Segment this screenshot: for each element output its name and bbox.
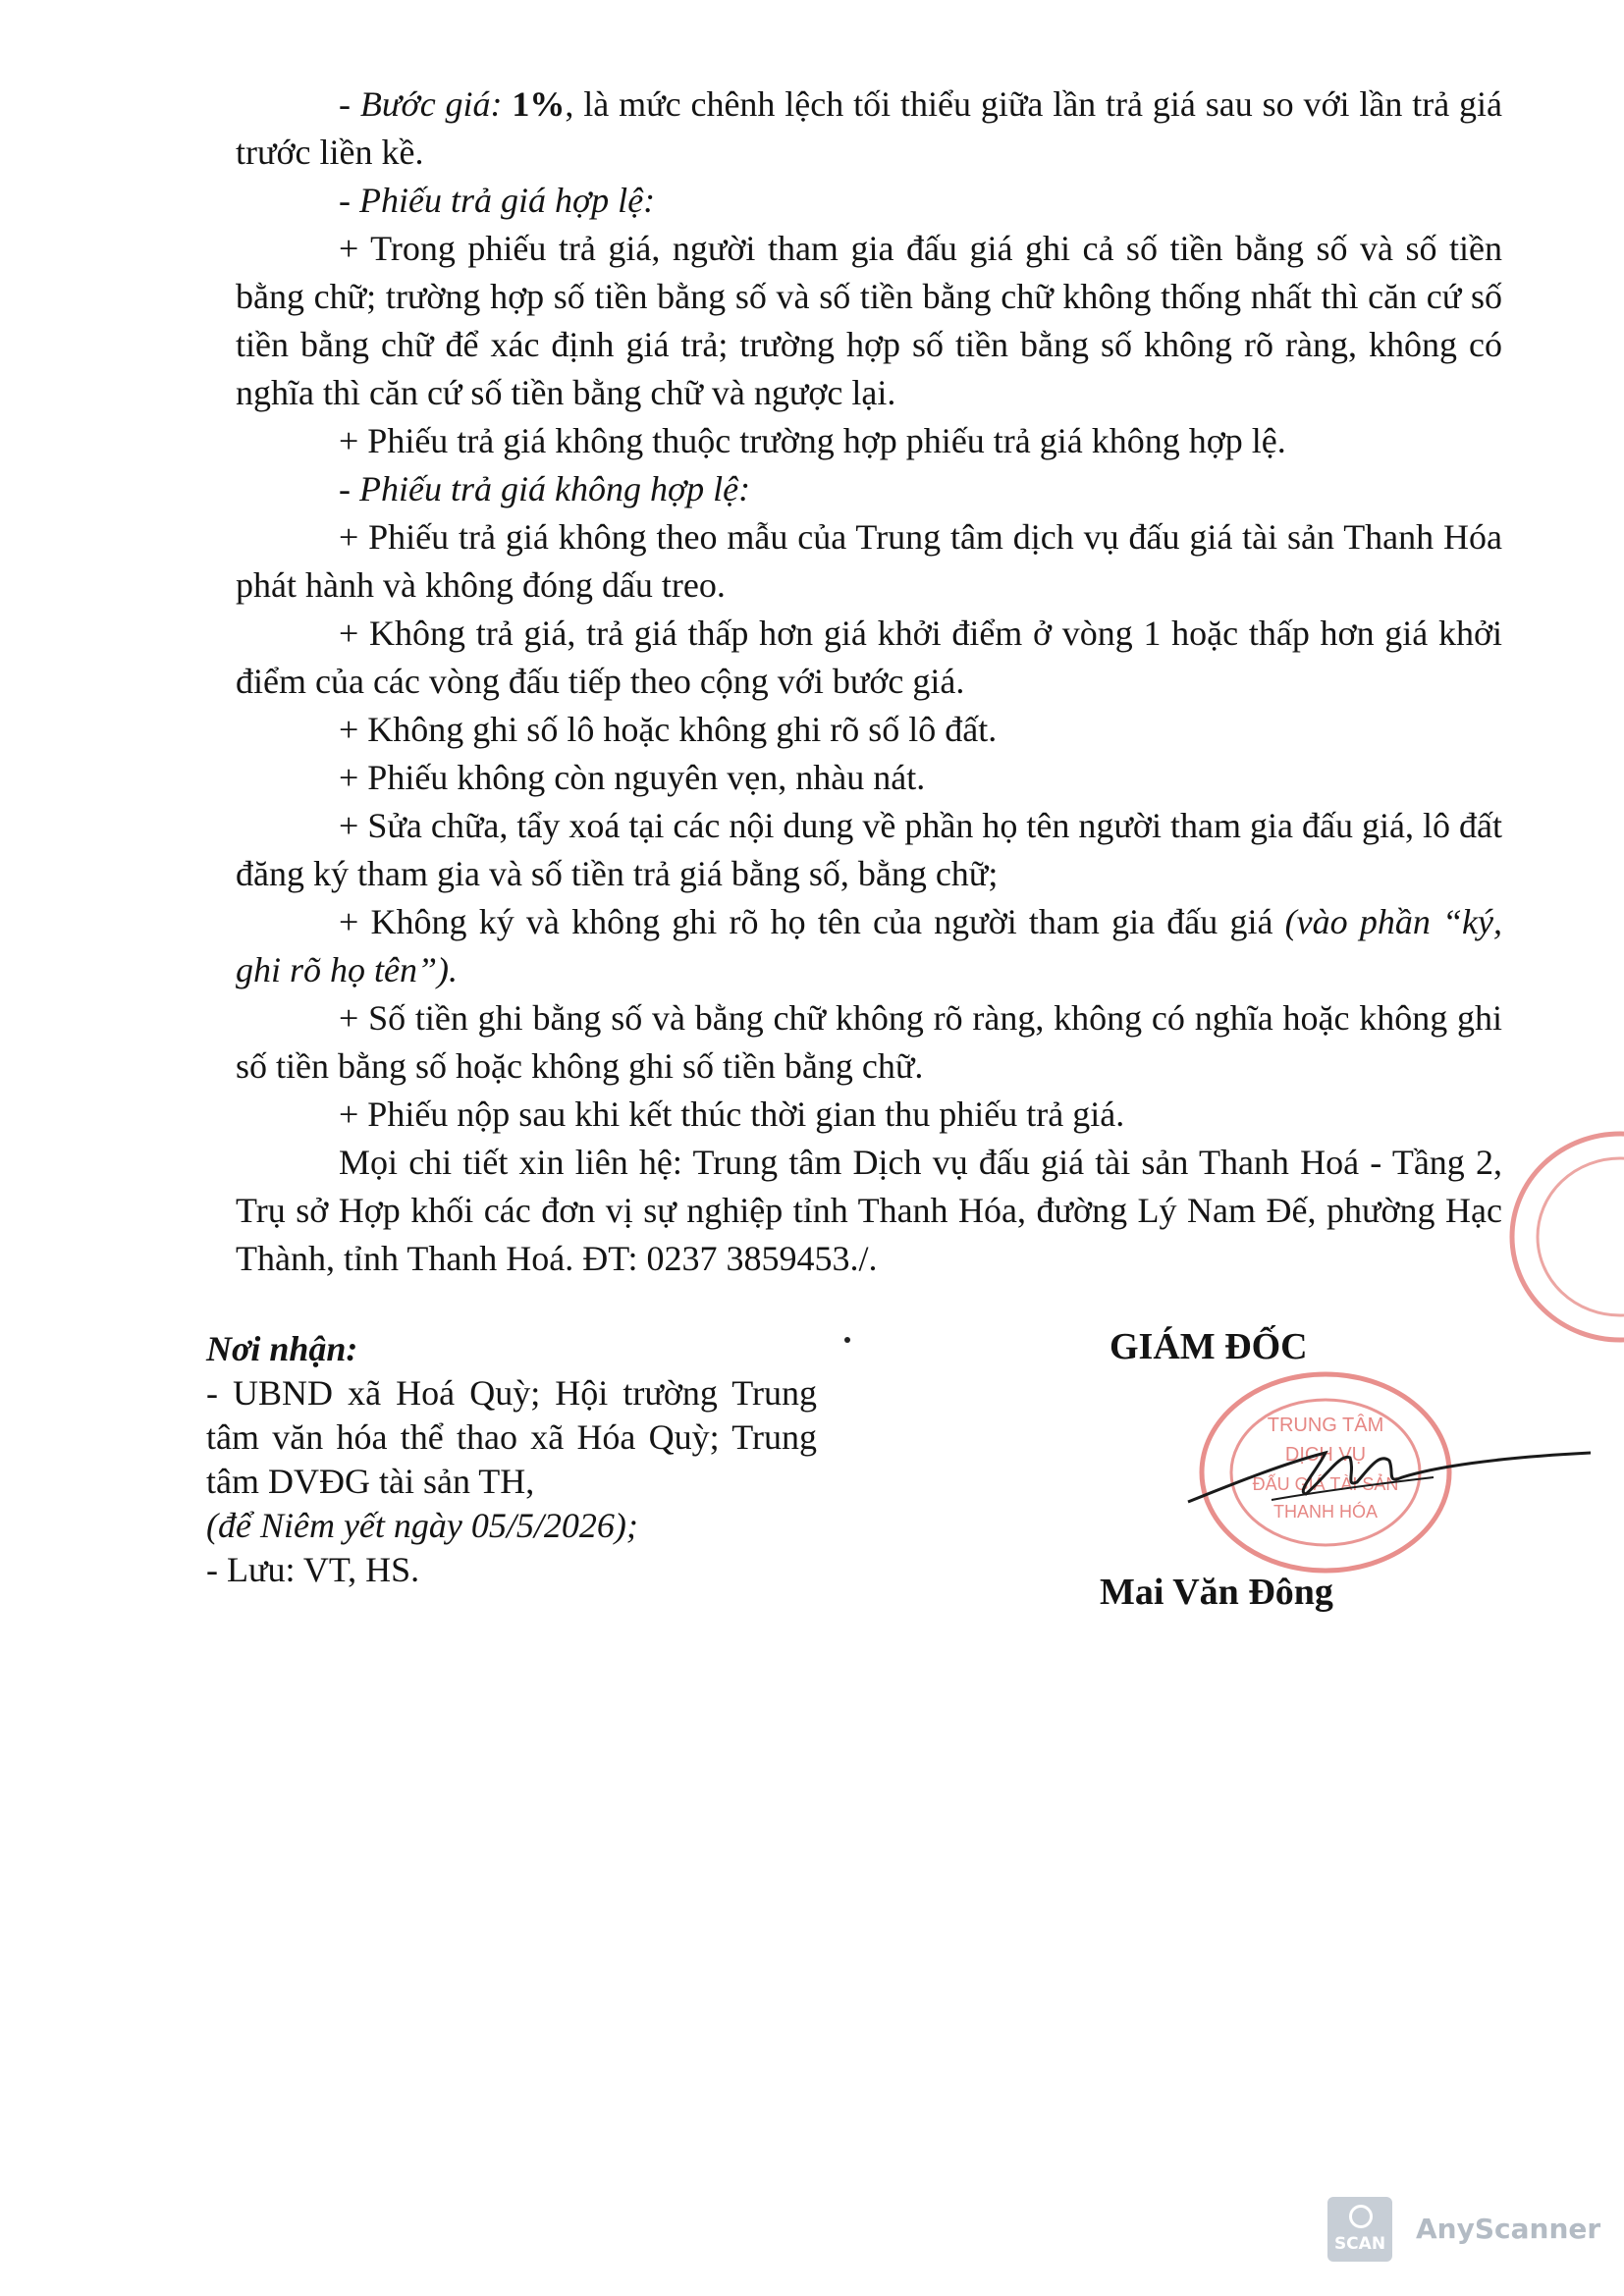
paragraph-valid-1: + Trong phiếu trả giá, người tham gia đấu giá ghi cả số tiền bằng số và số tiền bằng chữ; trường hợp số tiền bằng số và số tiền bằng chữ không thống nhất thì căn cứ số tiền bằng chữ để xác định giá trả; trường hợp số tiền bằng số không rõ ràng, không có nghĩa thì căn cứ số tiền bằng chữ và ngược lại. (236, 229, 1502, 412)
recipient-item-1-note: (để Niêm yết ngày 05/5/2026); (206, 1506, 638, 1545)
stamp-line-4: THANH HÓA (1272, 1502, 1379, 1522)
edge-stamp (1492, 1119, 1624, 1355)
bid-step-value: 1% (512, 84, 566, 124)
paragraph-invalid-6 (236, 898, 1502, 994)
paragraph-valid-2: + Phiếu trả giá không thuộc trường hợp phiếu trả giá không hợp lệ. (339, 421, 1286, 460)
stamp-line-3: ĐẤU GIÁ TÀI SẢN (1252, 1474, 1399, 1494)
stamp-line-1: TRUNG TÂM (1267, 1415, 1384, 1436)
invalid-6-main: + Không ký và không ghi rõ họ tên của người tham gia đấu giá (339, 902, 1285, 941)
paragraph-bid-step (236, 80, 1502, 177)
stamp-line-2: DỊCH VỤ (1284, 1444, 1367, 1466)
paragraph-invalid-8: + Phiếu nộp sau khi kết thúc thời gian thu phiếu trả giá. (339, 1095, 1125, 1134)
document-body (236, 80, 1502, 1283)
paragraph-invalid-1: + Phiếu trả giá không theo mẫu của Trung tâm dịch vụ đấu giá tài sản Thanh Hóa phát hành và không đóng dấu treo. (236, 517, 1502, 605)
paragraph-invalid-5: + Sửa chữa, tẩy xoá tại các nội dung về phần họ tên người tham gia đấu giá, lô đất đăng ký tham gia và số tiền trả giá bằng số, bằng chữ; (236, 806, 1502, 893)
signer-title: GIÁM ĐỐC (1110, 1326, 1308, 1367)
paragraph-invalid-7: + Số tiền ghi bằng số và bằng chữ không rõ ràng, không có nghĩa hoặc không ghi số tiền bằng số hoặc không ghi số tiền bằng chữ. (236, 998, 1502, 1086)
recipient-item-1: - UBND xã Hoá Quỳ; Hội trường Trung tâm văn hóa thể thao xã Hóa Quỳ; Trung tâm DVĐG tài sản TH, (206, 1373, 817, 1501)
bid-step-label: - Bước giá: (339, 84, 503, 124)
recipients-block (206, 1327, 817, 1592)
scanner-logo-icon (1327, 2197, 1392, 2262)
paragraph-invalid-3: + Không ghi số lô hoặc không ghi rõ số lô đất. (339, 710, 998, 749)
heading-invalid-bid: - Phiếu trả giá không hợp lệ: (339, 469, 751, 508)
recipients-title: Nơi nhận: (206, 1329, 358, 1368)
recipient-item-2: - Lưu: VT, HS. (206, 1550, 420, 1589)
signature-block (1080, 1325, 1473, 1639)
scanner-logo-ring (1349, 2205, 1373, 2228)
scanner-logo-text: SCAN (1333, 2234, 1386, 2254)
paragraph-invalid-2: + Không trả giá, trả giá thấp hơn giá khởi điểm ở vòng 1 hoặc thấp hơn giá khởi điểm của các vòng đấu tiếp theo cộng với bước giá. (236, 614, 1502, 701)
handwritten-signature (1178, 1423, 1600, 1512)
paragraph-invalid-4: + Phiếu không còn nguyên vẹn, nhàu nát. (339, 758, 926, 797)
scanner-app-name: AnyScanner (1416, 2213, 1601, 2245)
scanner-watermark (1327, 2197, 1601, 2266)
invalid-6-note: (vào phần “ký, ghi rõ họ tên”). (236, 902, 1502, 989)
paragraph-contact: Mọi chi tiết xin liên hệ: Trung tâm Dịch vụ đấu giá tài sản Thanh Hoá - Tầng 2, Trụ sở Hợp khối các đơn vị sự nghiệp tỉnh Thanh Hóa, đường Lý Nam Đế, phường Hạc Thành, tỉnh Thanh Hoá. ĐT: 0237 3859453./. (236, 1143, 1502, 1278)
heading-valid-bid: - Phiếu trả giá hợp lệ: (339, 181, 656, 220)
bid-step-description: , là mức chênh lệch tối thiểu giữa lần trả giá sau so với lần trả giá trước liền kề. (236, 84, 1503, 172)
signer-name: Mai Văn Đông (1100, 1572, 1333, 1613)
stray-dot (844, 1337, 850, 1343)
